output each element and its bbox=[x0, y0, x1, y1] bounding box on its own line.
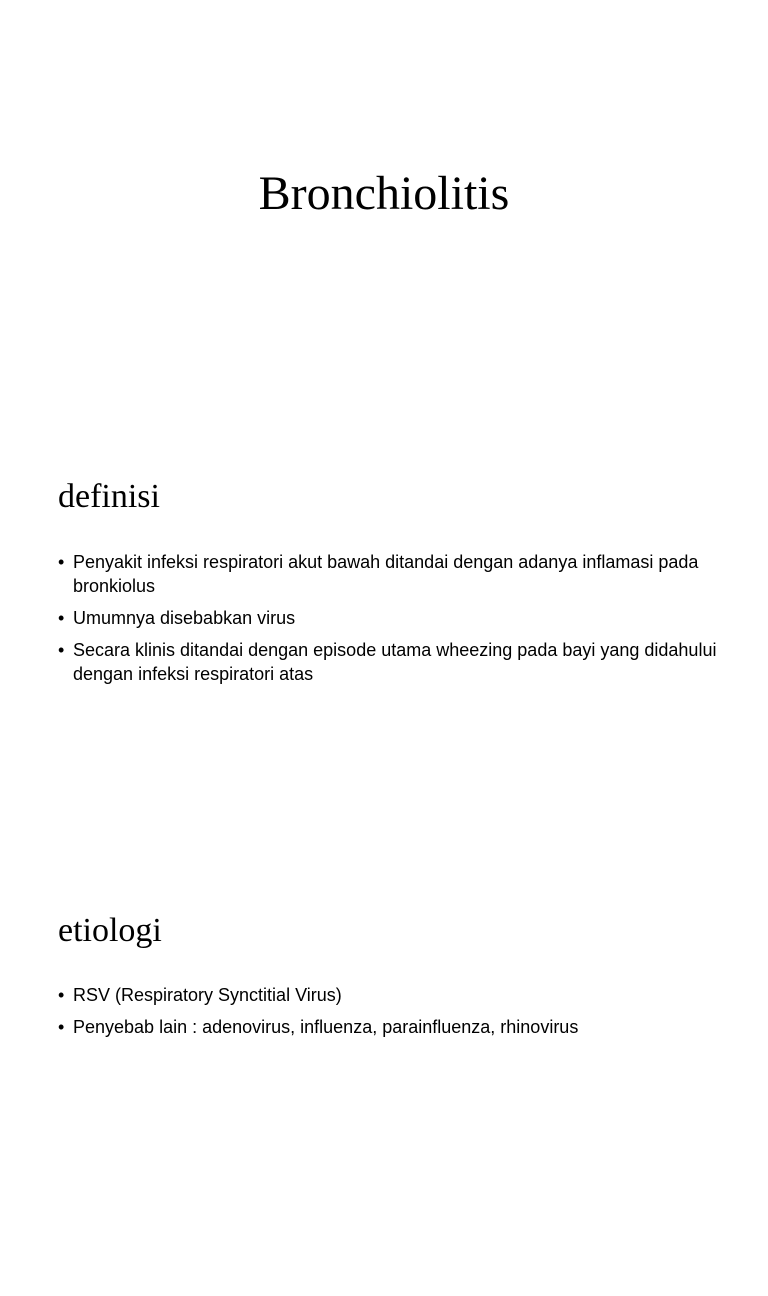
bullet-text: Penyebab lain : adenovirus, influenza, parainfluenza, rhinovirus bbox=[73, 1017, 579, 1037]
bullet-icon: • bbox=[58, 985, 65, 1005]
slide-title bbox=[0, 0, 768, 432]
bullet-list-etiologi bbox=[58, 983, 718, 1047]
list-item bbox=[58, 606, 718, 630]
presentation-title: Bronchiolitis bbox=[258, 167, 510, 220]
bullet-icon: • bbox=[58, 640, 65, 660]
list-item bbox=[58, 983, 718, 1007]
bullet-icon: • bbox=[58, 608, 65, 628]
bullet-text: RSV (Respiratory Synctitial Virus) bbox=[73, 985, 342, 1005]
bullet-icon: • bbox=[58, 1017, 65, 1037]
bullet-list-definisi bbox=[58, 550, 718, 694]
bullet-text: Umumnya disebabkan virus bbox=[73, 608, 296, 628]
slide-etiologi bbox=[0, 864, 768, 1296]
bullet-icon: • bbox=[58, 552, 65, 572]
bullet-text: Penyakit infeksi respiratori akut bawah ditandai dengan adanya inflamasi pada bronkiolus bbox=[73, 552, 699, 596]
slide-heading-etiologi: etiologi bbox=[58, 912, 162, 949]
list-item bbox=[58, 638, 718, 686]
list-item bbox=[58, 550, 718, 598]
list-item bbox=[58, 1015, 718, 1039]
slide-definisi bbox=[0, 432, 768, 864]
bullet-text: Secara klinis ditandai dengan episode utama wheezing pada bayi yang didahului dengan infeksi respiratori atas bbox=[73, 640, 717, 684]
slide-heading-definisi: definisi bbox=[58, 478, 160, 515]
